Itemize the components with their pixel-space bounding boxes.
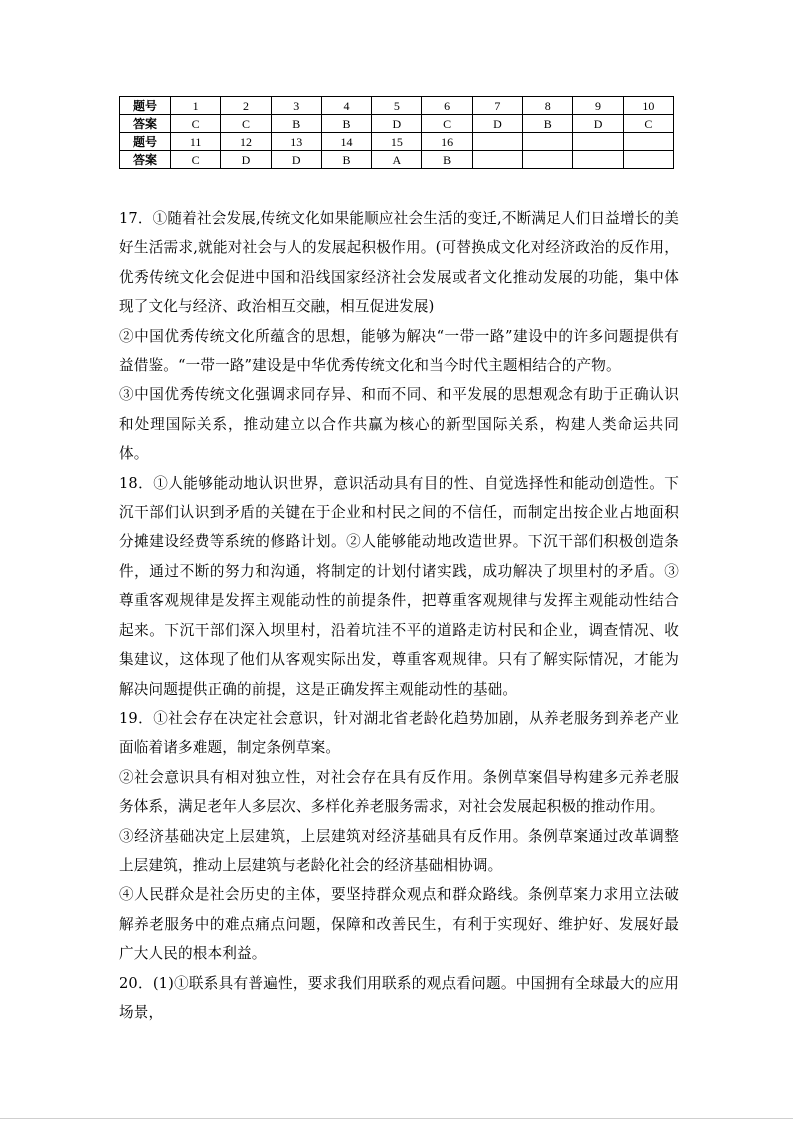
- table-cell: [623, 151, 673, 169]
- table-cell: D: [221, 151, 271, 169]
- table-cell: B: [271, 115, 321, 133]
- table-row: [120, 151, 674, 169]
- table-cell: [523, 133, 573, 151]
- table-row: [120, 115, 674, 133]
- table-cell: C: [171, 151, 221, 169]
- answer-table: [119, 96, 674, 169]
- table-cell: A: [372, 151, 422, 169]
- table-row: [120, 97, 674, 115]
- table-cell: 5: [372, 97, 422, 115]
- table-cell: B: [321, 151, 371, 169]
- table-cell: 1: [171, 97, 221, 115]
- table-cell: 4: [321, 97, 371, 115]
- table-cell: C: [422, 115, 472, 133]
- table-cell: 15: [372, 133, 422, 151]
- table-cell: [573, 133, 623, 151]
- table-cell: 11: [171, 133, 221, 151]
- table-cell: 7: [472, 97, 522, 115]
- row-header: 答案: [120, 115, 171, 133]
- table-cell: D: [271, 151, 321, 169]
- table-row: [120, 133, 674, 151]
- table-cell: [573, 151, 623, 169]
- table-cell: B: [523, 115, 573, 133]
- table-cell: C: [171, 115, 221, 133]
- answer-paragraph-19-3: ③经济基础决定上层建筑，上层建筑对经济基础具有反作用。条例草案通过改革调整上层建筑，推动上层建筑与老龄化社会的经济基础相协调。: [119, 827, 679, 874]
- table-cell: D: [472, 115, 522, 133]
- table-cell: [623, 133, 673, 151]
- table-cell: 2: [221, 97, 271, 115]
- table-cell: B: [422, 151, 472, 169]
- table-cell: 13: [271, 133, 321, 151]
- table-cell: C: [623, 115, 673, 133]
- table-cell: [472, 133, 522, 151]
- answer-paragraph-18: 18．①人能够能动地认识世界，意识活动具有目的性、自觉选择性和能动创造性。下沉干部们认识到矛盾的关键在于企业和村民之间的不信任，而制定出按企业占地面积分摊建设经费等系统的修路计划。②人能够能动地改造世界。下沉干部们积极创造条件，通过不断的努力和沟通，将制定的计划付诸实践，成功解决了坝里村的矛盾。③尊重客观规律是发挥主观能动性的前提条件，把尊重客观规律与发挥主观能动性结合起来。下沉干部们深入坝里村，沿着坑洼不平的道路走访村民和企业，调查情况、收集建议，这体现了他们从客观实际出发，尊重客观规律。只有了解实际情况，才能为解决问题提供正确的前提，这是正确发挥主观能动性的基础。: [119, 474, 679, 698]
- table-cell: 12: [221, 133, 271, 151]
- table-cell: 10: [623, 97, 673, 115]
- table-cell: [523, 151, 573, 169]
- answer-paragraph-17-3: ③中国优秀传统文化强调求同存异、和而不同、和平发展的思想观念有助于正确认识和处理国际关系，推动建立以合作共赢为核心的新型国际关系，构建人类命运共同体。: [119, 386, 679, 463]
- table-cell: C: [221, 115, 271, 133]
- answer-paragraph-17-2: ②中国优秀传统文化所蕴含的思想，能够为解决“一带一路”建设中的许多问题提供有益借鉴。“一带一路”建设是中华优秀传统文化和当今时代主题相结合的产物。: [119, 327, 679, 375]
- table-cell: 14: [321, 133, 371, 151]
- answer-paragraph-19: 19．①社会存在决定社会意识，针对湖北省老龄化趋势加剧，从养老服务到养老产业面临着诸多难题，制定条例草案。: [119, 709, 679, 757]
- answer-paragraph-17: 17．①随着社会发展,传统文化如果能顺应社会生活的变迁,不断满足人们日益增长的美好生活需求,就能对社会与人的发展起积极作用。(可替换成文化对经济政治的反作用，优秀传统文化会促进中国和沿线国家经济社会发展或者文化推动发展的功能，集中体现了文化与经济、政治相互交融，相互促进发展): [119, 210, 679, 316]
- table-cell: 3: [271, 97, 321, 115]
- table-cell: [472, 151, 522, 169]
- answer-paragraph-20: 20．(1)①联系具有普遍性，要求我们用联系的观点看问题。中国拥有全球最大的应用场景，: [119, 974, 679, 1021]
- table-cell: 8: [523, 97, 573, 115]
- page-bottom-divider: [0, 1118, 793, 1119]
- answer-paragraph-19-4: ④人民群众是社会历史的主体，要坚持群众观点和群众路线。条例草案力求用立法破解养老服务中的难点痛点问题，保障和改善民生，有利于实现好、维护好、发展好最广大人民的根本利益。: [119, 886, 679, 963]
- row-header: 题号: [120, 97, 171, 115]
- table-cell: 9: [573, 97, 623, 115]
- table-cell: D: [372, 115, 422, 133]
- row-header: 题号: [120, 133, 171, 151]
- answer-paragraph-19-2: ②社会意识具有相对独立性，对社会存在具有反作用。条例草案倡导构建多元养老服务体系，满足老年人多层次、多样化养老服务需求，对社会发展起积极的推动作用。: [119, 768, 679, 816]
- table-cell: D: [573, 115, 623, 133]
- table-cell: B: [321, 115, 371, 133]
- answer-explanations: [119, 204, 679, 1027]
- row-header: 答案: [120, 151, 171, 169]
- table-cell: 16: [422, 133, 472, 151]
- table-cell: 6: [422, 97, 472, 115]
